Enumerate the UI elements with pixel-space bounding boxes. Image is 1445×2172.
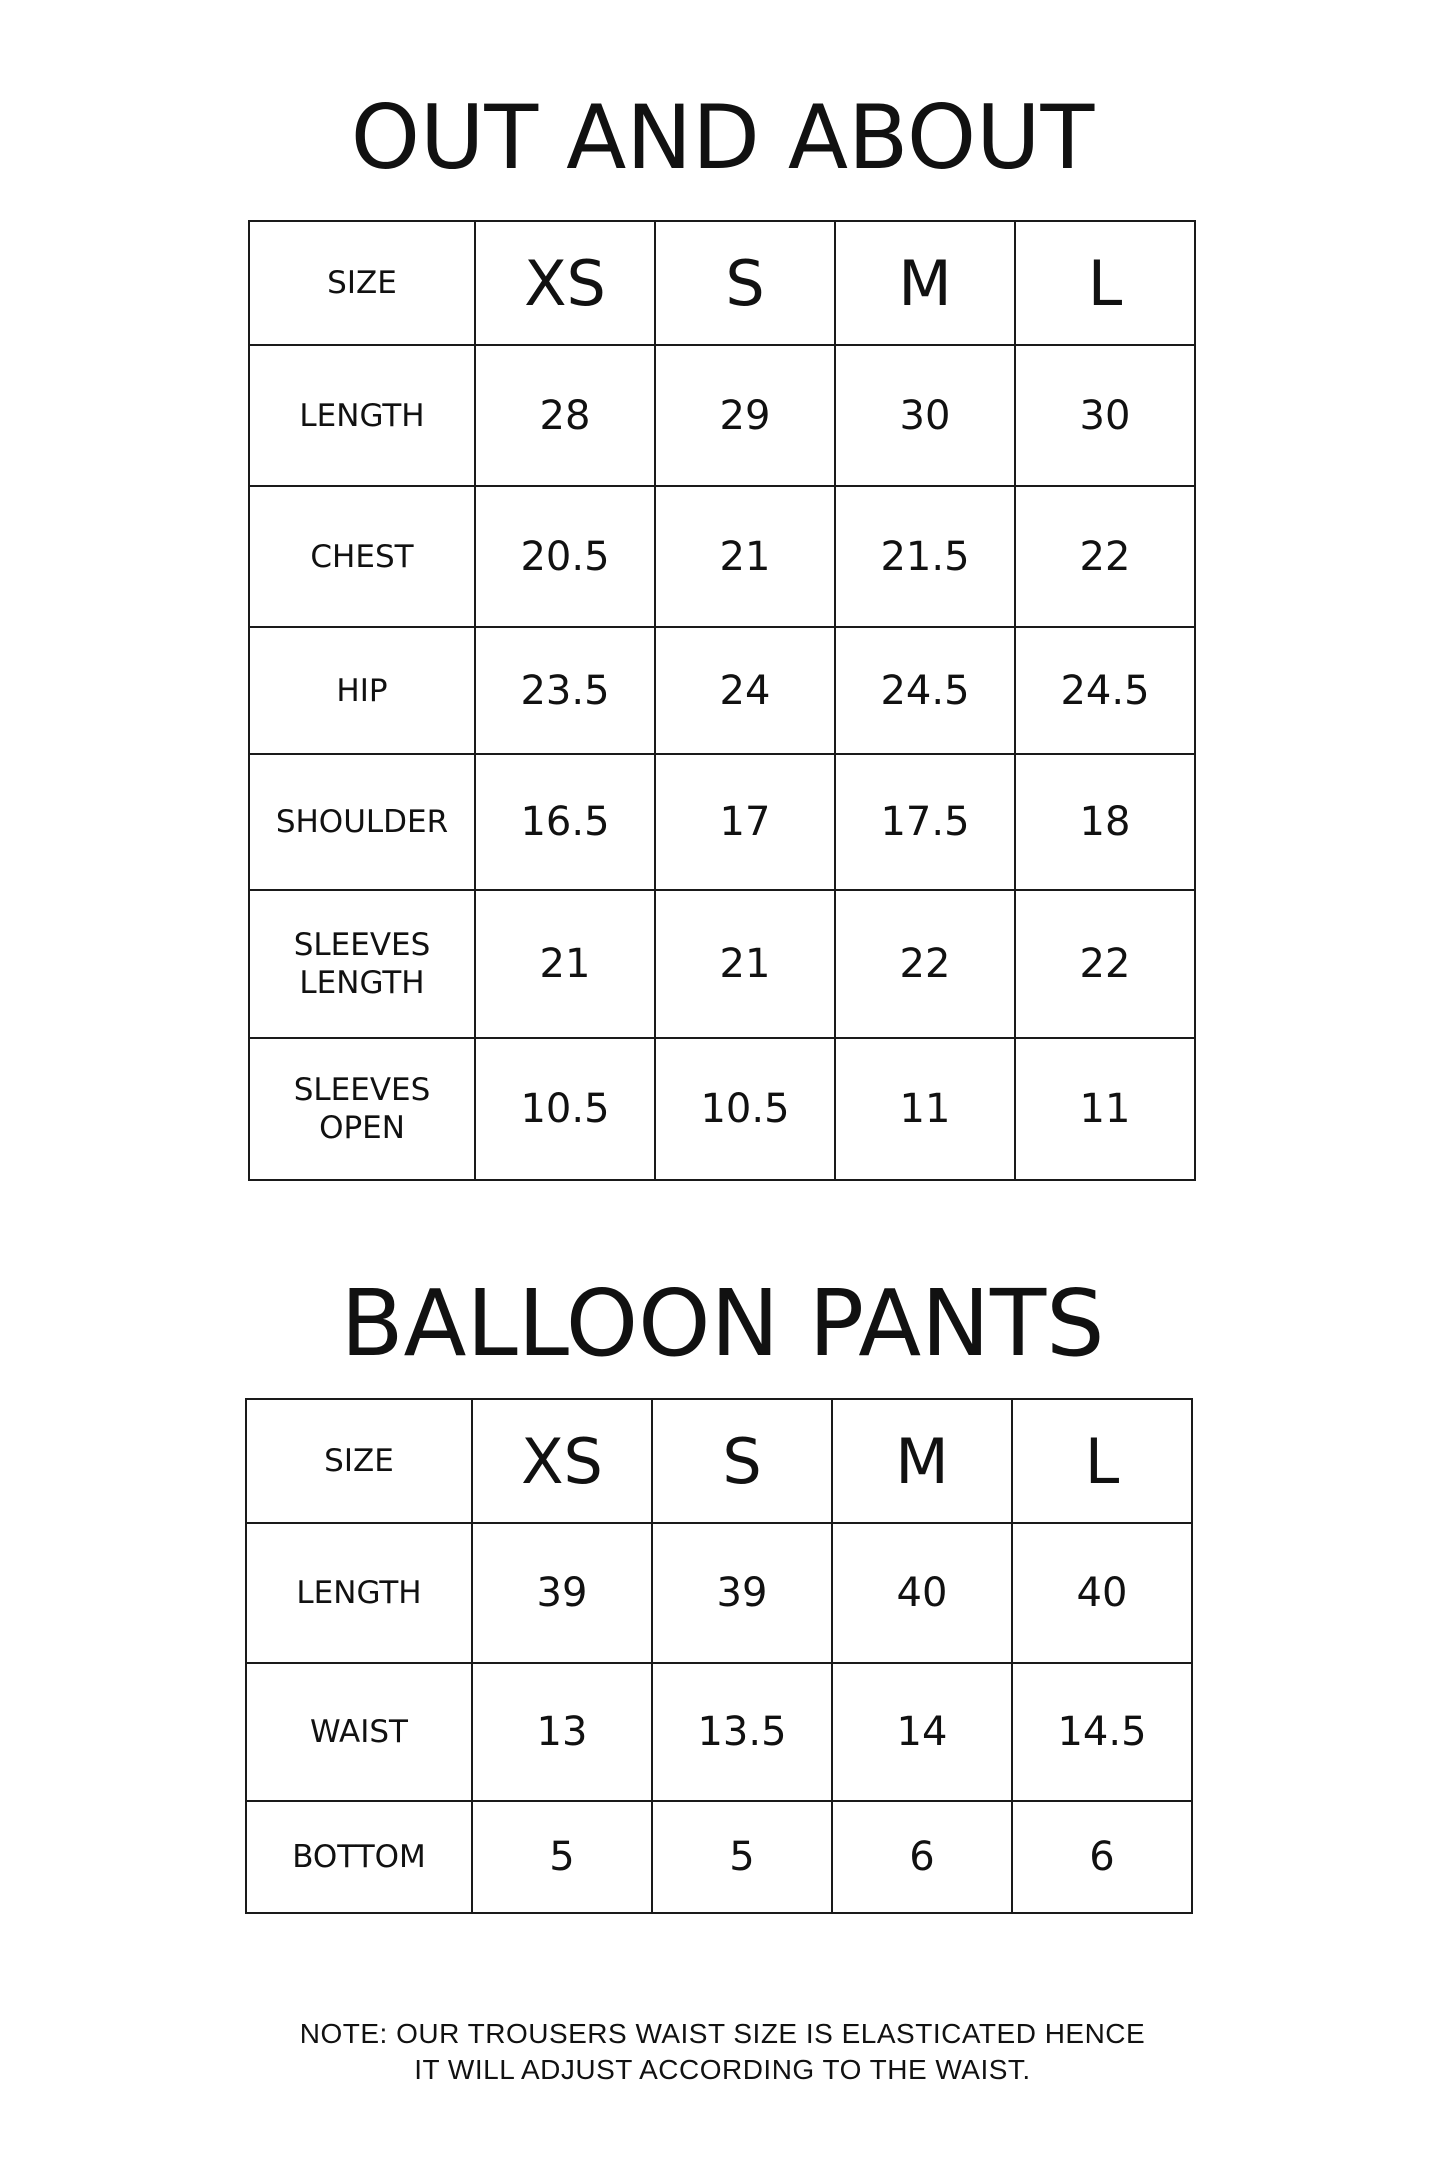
cell-s: 13.5: [652, 1663, 832, 1801]
header-size-l: L: [1012, 1399, 1192, 1523]
cell-xs: 13: [472, 1663, 652, 1801]
row-label-line: OPEN: [319, 1110, 405, 1146]
cell-xs: 21: [475, 890, 655, 1038]
cell-l: 22: [1015, 890, 1195, 1038]
cell-l: 30: [1015, 345, 1195, 486]
cell-m: 40: [832, 1523, 1012, 1663]
cell-xs: 28: [475, 345, 655, 486]
cell-s: 29: [655, 345, 835, 486]
row-label: LENGTH: [249, 345, 475, 486]
cell-s: 24: [655, 627, 835, 754]
row-label-line: LENGTH: [299, 965, 425, 1001]
cell-l: 22: [1015, 486, 1195, 627]
row-label-line: SLEEVES: [293, 927, 431, 963]
table-row-bottom: [246, 1801, 1192, 1913]
note-line: IT WILL ADJUST ACCORDING TO THE WAIST.: [414, 2054, 1031, 2085]
section-title-out-and-about: OUT AND ABOUT: [350, 86, 1095, 189]
header-size-m: M: [835, 221, 1015, 345]
cell-l: 18: [1015, 754, 1195, 890]
row-label: [249, 1038, 475, 1180]
cell-m: 6: [832, 1801, 1012, 1913]
cell-xs: 20.5: [475, 486, 655, 627]
cell-xs: 5: [472, 1801, 652, 1913]
table-row-length: [249, 345, 1195, 486]
header-size-s: S: [652, 1399, 832, 1523]
table-row-hip: [249, 627, 1195, 754]
header-size-label: SIZE: [249, 221, 475, 345]
table-row-length: [246, 1523, 1192, 1663]
header-size-s: S: [655, 221, 835, 345]
cell-xs: 23.5: [475, 627, 655, 754]
cell-xs: 16.5: [475, 754, 655, 890]
header-size-l: L: [1015, 221, 1195, 345]
cell-l: 14.5: [1012, 1663, 1192, 1801]
table-row-shoulder: [249, 754, 1195, 890]
cell-l: 6: [1012, 1801, 1192, 1913]
cell-m: 21.5: [835, 486, 1015, 627]
size-chart-balloon-pants: [245, 1398, 1193, 1914]
header-size-xs: XS: [475, 221, 655, 345]
size-chart-out-and-about: [248, 220, 1196, 1181]
row-label: SHOULDER: [249, 754, 475, 890]
cell-m: 14: [832, 1663, 1012, 1801]
cell-l: 40: [1012, 1523, 1192, 1663]
row-label: HIP: [249, 627, 475, 754]
table-row-sleeves-length: [249, 890, 1195, 1038]
row-label: [249, 890, 475, 1038]
cell-s: 21: [655, 486, 835, 627]
waist-note: [0, 2016, 1445, 2088]
header-size-xs: XS: [472, 1399, 652, 1523]
cell-m: 30: [835, 345, 1015, 486]
row-label-line: SLEEVES: [293, 1072, 431, 1108]
cell-s: 5: [652, 1801, 832, 1913]
cell-m: 17.5: [835, 754, 1015, 890]
section-title-balloon-pants: BALLOON PANTS: [340, 1270, 1105, 1377]
cell-l: 11: [1015, 1038, 1195, 1180]
cell-s: 39: [652, 1523, 832, 1663]
table-header-row: [246, 1399, 1192, 1523]
cell-s: 10.5: [655, 1038, 835, 1180]
row-label: CHEST: [249, 486, 475, 627]
table-row-waist: [246, 1663, 1192, 1801]
table-header-row: [249, 221, 1195, 345]
cell-m: 11: [835, 1038, 1015, 1180]
header-size-m: M: [832, 1399, 1012, 1523]
cell-l: 24.5: [1015, 627, 1195, 754]
table-row-chest: [249, 486, 1195, 627]
row-label: LENGTH: [246, 1523, 472, 1663]
cell-m: 22: [835, 890, 1015, 1038]
row-label: WAIST: [246, 1663, 472, 1801]
table-row-sleeves-open: [249, 1038, 1195, 1180]
cell-s: 21: [655, 890, 835, 1038]
cell-xs: 10.5: [475, 1038, 655, 1180]
cell-s: 17: [655, 754, 835, 890]
header-size-label: SIZE: [246, 1399, 472, 1523]
note-line: NOTE: OUR TROUSERS WAIST SIZE IS ELASTICATED HENCE: [299, 2018, 1146, 2049]
cell-xs: 39: [472, 1523, 652, 1663]
row-label: BOTTOM: [246, 1801, 472, 1913]
cell-m: 24.5: [835, 627, 1015, 754]
